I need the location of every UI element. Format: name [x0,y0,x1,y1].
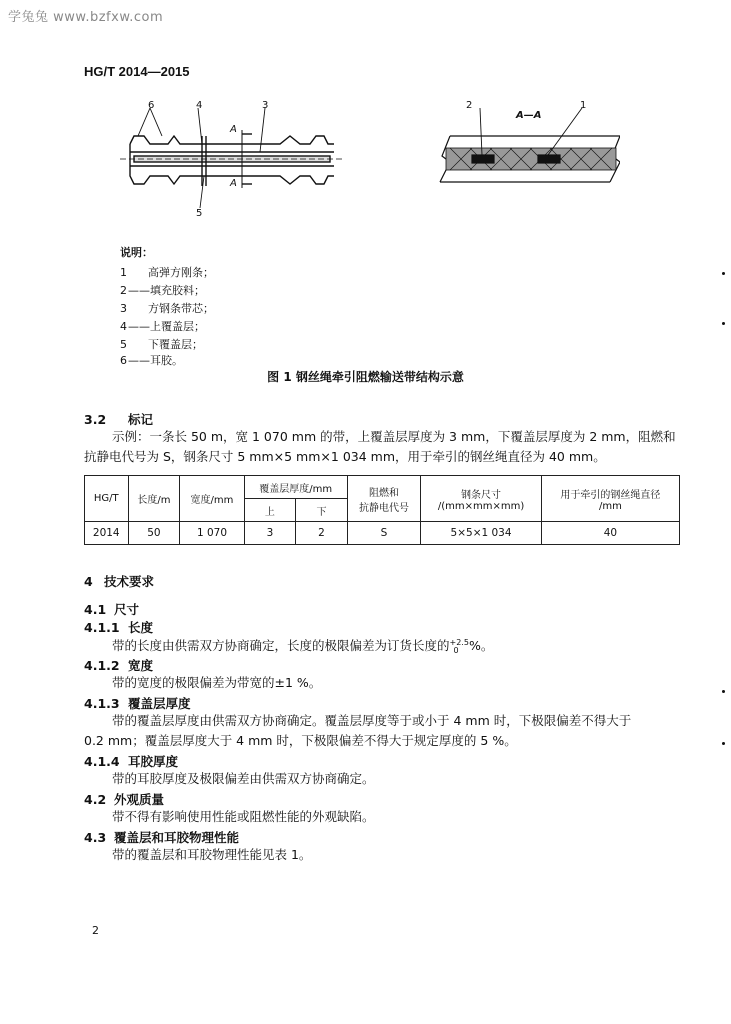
table-cell: 2014 [85,522,129,545]
tolerance-stack [450,639,469,655]
legend-num: 5 [120,338,127,351]
heading-4 [84,572,154,590]
table-header-width: 宽度/mm [180,476,244,522]
figure-label-6: 6 [148,100,155,111]
tolerance-lower: 0 [453,645,459,655]
tolerance-upper: +2.5 [449,637,469,647]
legend-text: 上覆盖层； [150,320,205,333]
heading-4-1-3 [84,694,191,712]
figure-label-3: 3 [262,100,269,111]
legend-num: 3 [120,302,127,315]
legend-num: 4 [120,320,127,333]
heading-4-2 [84,790,164,808]
legend-text: 下覆盖层； [148,338,203,351]
table-header-length: 长度/m [128,476,180,522]
header-line: 用于牵引的钢丝绳直径 [560,489,661,501]
header-line: 抗静电代号 [359,502,409,514]
legend-num: 6 [120,354,127,367]
section-number: 4.1.3 [84,696,120,711]
legend-sep: —— [128,354,150,367]
heading-4-1 [84,600,139,618]
section-number: 4.1.2 [84,658,120,673]
legend-sep: —— [128,320,150,333]
physical-properties-text: 带的覆盖层和耳胶物理性能见表 1。 [112,847,312,862]
cover-thickness-text-2: 0.2 mm；覆盖层厚度大于 4 mm 时，下极限偏差不得大于规定厚度的 5 %。 [84,733,517,748]
scan-artifact-dot [722,742,725,745]
section-title-a-a: A—A [516,110,542,121]
header-line: /(mm×mm×mm) [437,500,525,512]
scan-artifact-dot [722,322,725,325]
legend-item-2 [120,282,205,298]
table-cell: 40 [541,522,679,545]
figure-caption: 图 1 钢丝绳牵引阻燃输送带结构示意 [267,370,464,384]
edge-rubber-text: 带的耳胶厚度及极限偏差由供需双方协商确定。 [112,771,375,786]
section-number: 4.1 [84,602,107,617]
legend-text: 方钢条带芯； [148,302,214,315]
section-mark-top: A [230,124,237,135]
legend-title: 说明： [120,246,153,259]
section-title: 长度 [128,620,154,635]
legend-text: 耳胶。 [150,354,183,367]
legend-sep: —— [128,284,150,297]
heading-3-2 [84,410,153,428]
scan-artifact-dot [722,272,725,275]
table-header-lower: 下 [296,499,348,522]
table-header-code [347,476,421,522]
figure-label-2: 2 [466,100,473,111]
legend-item-4 [120,318,205,334]
marking-example-table [84,475,680,545]
table-row [85,522,680,545]
marking-example-line2: 抗静电代号为 S，钢条尺寸 5 mm×5 mm×1 034 mm，用于牵引的钢丝绳直径为 40 mm。 [84,449,606,464]
section-title: 外观质量 [114,792,165,807]
table-header-steel-bar-size [421,476,542,522]
section-title: 标记 [128,412,154,427]
marking-example-line1: 示例：一条长 50 m，宽 1 070 mm 的带，上覆盖层厚度为 3 mm，下覆盖层厚度为 2 mm，阻燃和 [112,429,676,444]
header-line: /mm [598,500,622,512]
section-title: 宽度 [128,658,154,673]
table-header-upper: 上 [244,499,296,522]
section-title: 尺寸 [114,602,140,617]
standard-code: HG/T 2014—2015 [84,64,190,79]
section-number: 4.3 [84,830,107,845]
section-number: 4.1.1 [84,620,120,635]
figure-label-1: 1 [580,100,587,111]
length-tolerance-text [112,637,493,655]
table-header-hgt: HG/T [85,476,129,522]
section-title: 覆盖层和耳胶物理性能 [114,830,240,845]
table-cell: 2 [296,522,348,545]
section-mark-bottom: A [230,178,237,189]
legend-item-1 [120,264,214,280]
table-header-rope-diameter [541,476,679,522]
table-cell: 3 [244,522,296,545]
heading-4-3 [84,828,239,846]
section-number: 4.1.4 [84,754,120,769]
paragraph-text: 带的长度由供需双方协商确定，长度的极限偏差为订货长度的 [112,638,450,653]
section-title: 覆盖层厚度 [128,696,191,711]
section-title: 耳胶厚度 [128,754,179,769]
section-number: 3.2 [84,412,107,427]
section-title: 技术要求 [104,574,155,589]
header-line: 阻燃和 [369,487,399,499]
table-cell: 1 070 [180,522,244,545]
paragraph-text: %。 [468,638,494,653]
cover-thickness-text-1: 带的覆盖层厚度由供需双方协商确定。覆盖层厚度等于或小于 4 mm 时，下极限偏差不得大于 [112,713,632,728]
legend-item-5 [120,336,203,352]
figure-label-4: 4 [196,100,203,111]
header-line: 钢条尺寸 [461,489,502,501]
section-number: 4 [84,574,93,589]
section-number: 4.2 [84,792,107,807]
watermark: 学兔兔 www.bzfxw.com [8,10,164,25]
legend-text: 填充胶料； [150,284,205,297]
table-cell: 5×5×1 034 [421,522,542,545]
table-cell: S [347,522,421,545]
heading-4-1-4 [84,752,178,770]
width-tolerance-text: 带的宽度的极限偏差为带宽的±1 %。 [112,675,322,690]
figure-label-5: 5 [196,208,203,219]
legend-item-6 [120,352,183,368]
heading-4-1-2 [84,656,153,674]
legend-num: 2 [120,284,127,297]
belt-structure-figure [120,96,620,226]
page-number: 2 [92,924,99,937]
scan-artifact-dot [722,690,725,693]
legend-text: 高弹方刚条； [148,266,214,279]
heading-4-1-1 [84,618,153,636]
legend-item-3 [120,300,214,316]
table-cell: 50 [128,522,180,545]
appearance-text: 带不得有影响使用性能或阻燃性能的外观缺陷。 [112,809,375,824]
table-header-cover-thickness: 覆盖层厚度/mm [244,476,347,499]
legend-num: 1 [120,266,127,279]
